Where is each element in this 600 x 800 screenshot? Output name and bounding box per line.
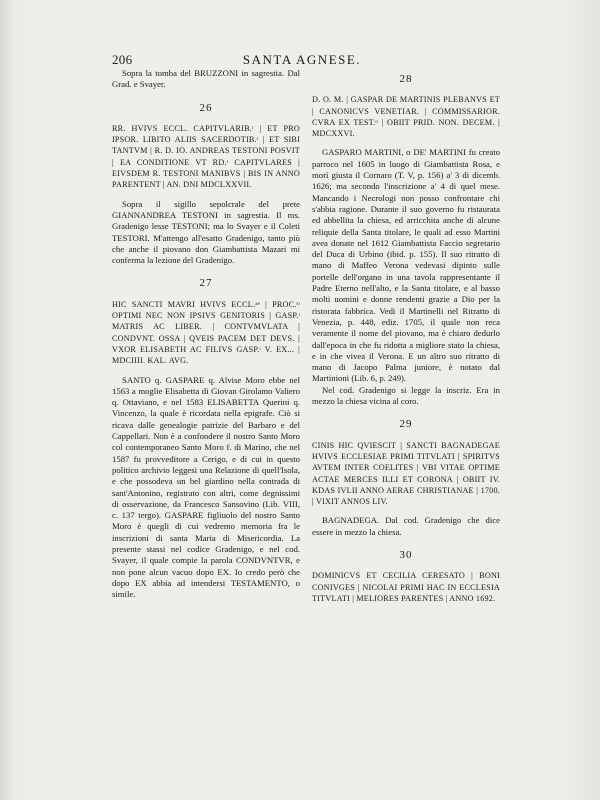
left-column xyxy=(112,68,300,600)
inscription-27: HIC SANCTI MAVRI HVIVS ECCL.ᵃᵉ | PROC.ˢᶦ OPTIMI NEC NON IPSIVS GENITORIS | GASP.ᶦ MATRIS AC LIBER. | CONTVMVLATA | CONDVNT. OSSA | QVEIS PACEM DET DEVS. | VXOR ELISABETH AC FILIVS GASP.ᶦ V. EX... | MDCIIII. KAL. AVG. xyxy=(112,299,300,366)
inscription-number-27: 27 xyxy=(199,277,213,290)
inscription-number-28: 28 xyxy=(399,73,413,85)
page-number: 206 xyxy=(112,52,133,67)
inscription-30: DOMINICVS ET CECILIA CERESATO | BONI CONIVGES | NICOLAI PRIMI HAC IN ECCLESIA TITVLATI | MELIORES PARENTES | ANNO 1692. xyxy=(312,571,500,603)
intro-paragraph: Sopra la tomba del BRUZZONI in sagrestia. Dal Grad. e Svayer. xyxy=(112,68,300,90)
right-column xyxy=(312,68,500,604)
inscription-number-26: 26 xyxy=(199,101,213,114)
commentary-29: BAGNADEGA. Dal cod. Gradenigo che dice essere in mezzo la chiesa. xyxy=(312,515,500,537)
commentary-28-note: Nel cod. Gradenigo si legge la inscriz. Era in mezzo la chiesa vicina al coro. xyxy=(312,384,500,407)
commentary-28: GASPARO MARTINI, o DE' MARTINI fu creato parroco nel 1605 in luogo di Giambattista Rosa, e morì giusta il Cornaro (T. V, p. 156) a' 3 di dicemb. 1626; ma secondo l'inscrizione a' 4 di quel mese. Mancando i Necrologi non posso confrontare chi s'abbia ragione. Durante il suo governo fu ristaurata ed abbellita la chiesa, ed arricchita anche di alcune reliquie della Santa titolare, le quali ad esso Martini avea donate nel 1612 Giambattista Faccio segretario del Duca di Urbino (ibid. p. 155). Il suo ritratto di mano di Maffeo Verona vedevasi dipinto sulle portelle dell'organo in una tavola rappresentante il Padre Eterno nell'alto, e la Santa titolare, e al basso molti uomini e donne rendenti grazie a Dio per la ristorata fabbrica. Vedi il Martinelli nel Ritratto di Venezia, p. 448, ediz. 1705, il quale non reca veramente il nome del piovano, ma è chiaro dedurlo dall'epoca in che fu ridotta a migliore stato la chiesa, e in che vivea il Verona. E un altro suo ritratto di mano di Jacopo Palma juniore, è notato dal Martinioni (Lib. 6, p. 249). xyxy=(312,147,500,384)
inscription-number-30: 30 xyxy=(399,548,413,561)
commentary-27: SANTO q. GASPARE q. Alvise Moro ebbe nel 1563 a moglie Elisabetta di Giovan Girolamo Valiero q. Ottaviano, e nel 1583 ELISABETTA Querini q. Vincenzo, la quale è ricordata nella epigrafe. Ciò si ricava dalle genealogie patrizie del Barbaro e del Cappellari. Non è a confondere il nostro Santo Moro col contemporaneo Santo Moro f. di Marino, che nel 1587 fu provveditore a Cerigo, e di cui in questo politico archivio leggesi una Relazione di quell'Isola, e che possodeva un bel giardino nella contrada di sant'Antonino, registrato con altri, come degnissimi di osservazione, da Francesco Sansovino (Lib. VIII, c. 137 tergo). GASPARE figliuolo del nostro Santo Moro è quegli di cui vedremo memoria fra le inscrizioni di santa Maria di Misericordia. La presente stassi nel codice Gradenigo, e nel cod. Svayer, il quale compie la parola CONDVNTVR, e non pone alcun vacuo dopo EX. Io credo però che dopo EX abbia ad intendersi TESTAMENTO, o simile. xyxy=(112,374,300,600)
inscription-28: D. O. M. | GASPAR DE MARTINIS PLEBANVS ET | CANONICVS VENETIAR. | COMMISSARIOR. CVRA EX TEST.ᵒ | OBIIT PRID. NON. DECEM. | MDCXXVI. xyxy=(312,95,500,139)
running-title: SANTA AGNESE. xyxy=(242,52,362,67)
commentary-26: Sopra il sigillo sepolcrale del prete GIANNANDREA TESTONI in sagrestia. Il ms. Gradenigo lesse TESTONI; ma lo Svayer e il Coleti TESTORI. M'attengo all'esatto Gradenigo, tanto più che anche il piovano don Giambattista Mazari mi conferma la lezione del Gradenigo. xyxy=(112,198,300,266)
inscription-29: CINIS HIC QVIESCIT | SANCTI BAGNADEGAE HVIVS ECCLESIAE PRIMI TITVLATI | SPIRITVS AVTEM INTER COELITES | VBI VITAE OPTIME ACTAE MERCES ILLI ET CORONA | OBIIT IV. KDAS IVLII ANNO AERAE CHRISTIANAE | 1700. | VIXIT ANNOS LIV. xyxy=(312,440,500,507)
inscription-number-29: 29 xyxy=(399,418,413,431)
inscription-26: RR. HVIVS ECCL. CAPITVLARIB.ᶦ | ET PRO IPSOR. LIBITO ALIIS SACERDOTIB.ᶦ | ET SIBI TANTVM | R. D. IO. ANDREAS TESTONI POSVIT | EA CONDITIONE VT RD.ᶦ CAPITVLARES | EIVSDEM R. TESTONI MANIBVS | BIS IN ANNO PARENTENT | AN. DNI MDCLXXVII. xyxy=(112,123,300,190)
